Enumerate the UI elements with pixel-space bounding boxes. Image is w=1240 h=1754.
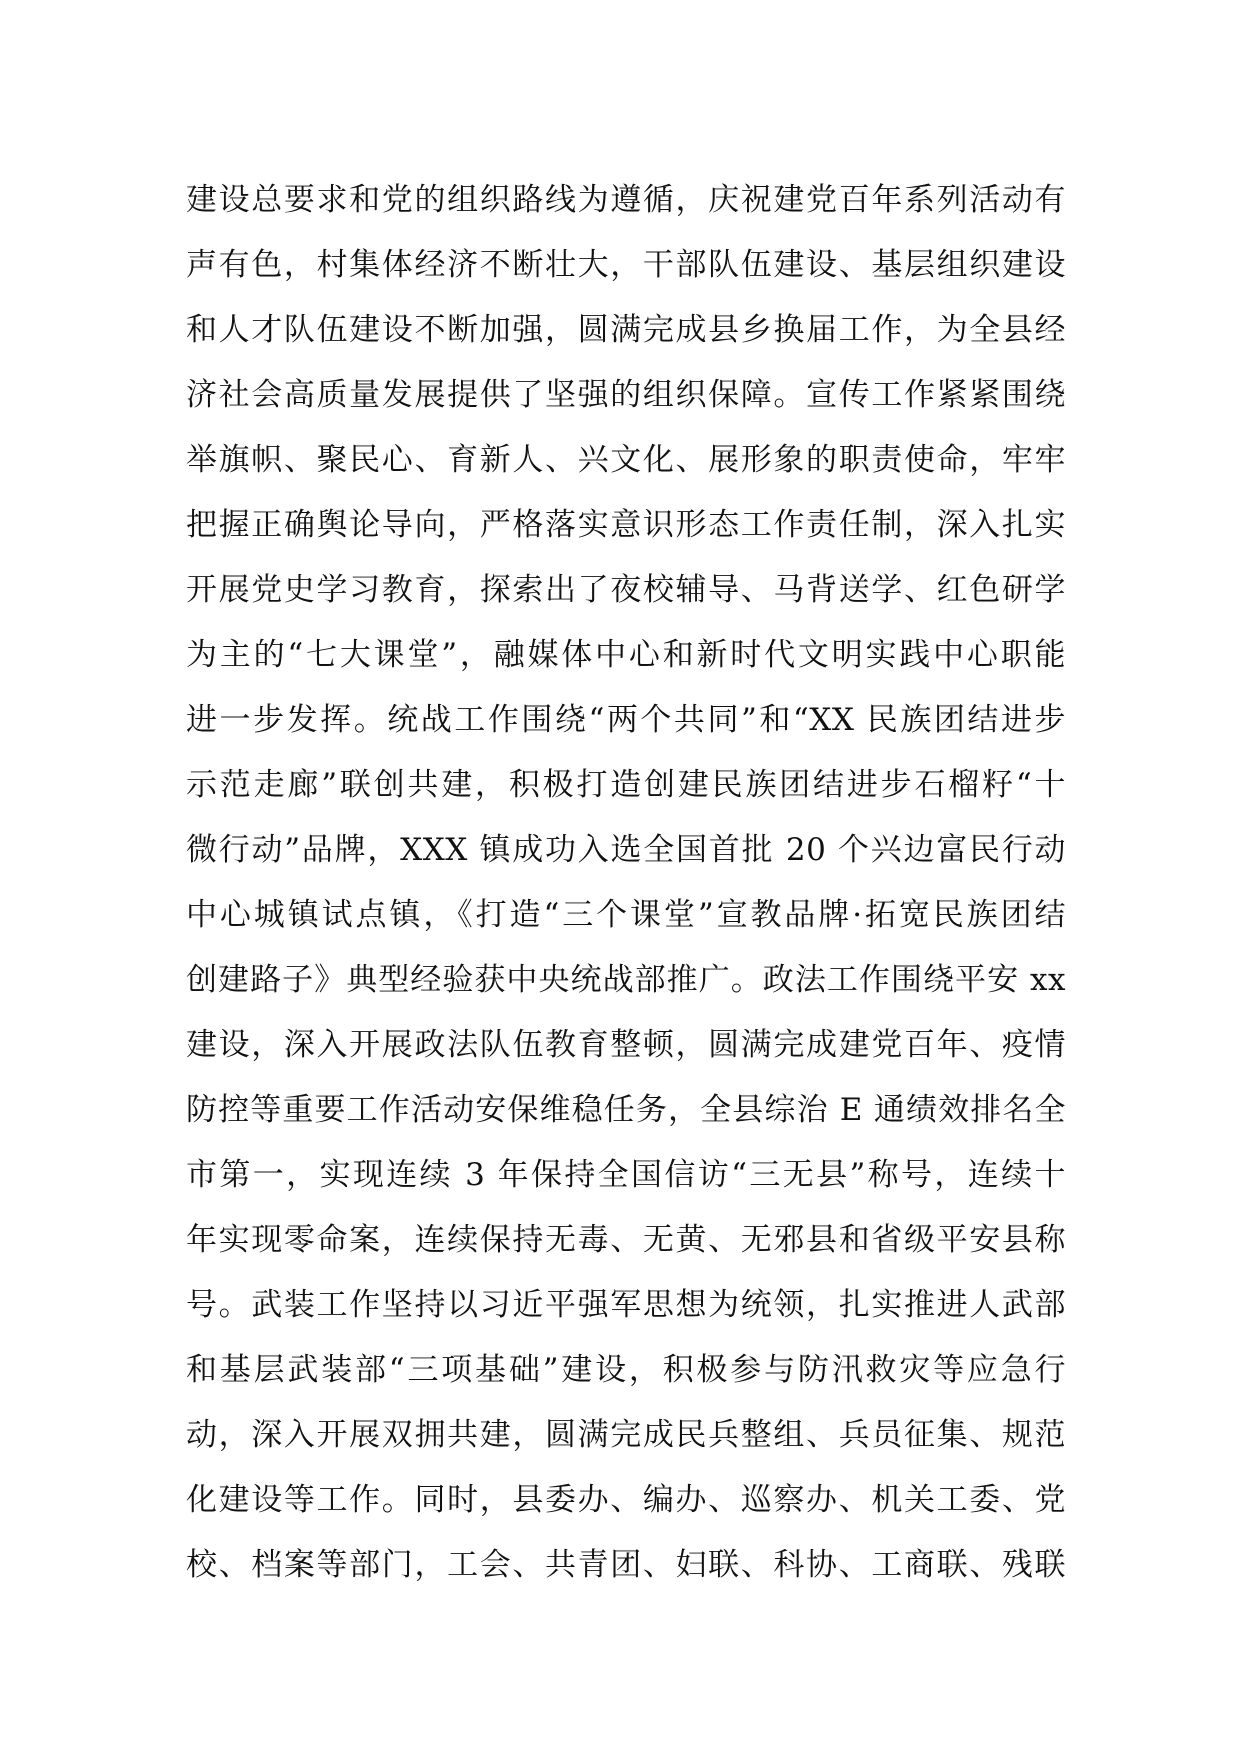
text-line: 把握正确舆论导向，严格落实意识形态工作责任制，深入扎实 <box>186 507 1066 543</box>
text-line: 开展党史学习教育，探索出了夜校辅导、马背送学、红色研学 <box>186 572 1066 608</box>
text-line: 示范走廊”联创共建，积极打造创建民族团结进步石榴籽“十 <box>186 767 1066 803</box>
text-line: 和基层武装部“三项基础”建设，积极参与防汛救灾等应急行 <box>186 1352 1066 1388</box>
text-line: 号。武装工作坚持以习近平强军思想为统领，扎实推进人武部 <box>186 1287 1066 1323</box>
text-line: 化建设等工作。同时，县委办、编办、巡察办、机关工委、党 <box>186 1482 1066 1518</box>
text-line: 进一步发挥。统战工作围绕“两个共同”和“XX 民族团结进步 <box>186 702 1066 738</box>
text-line: 声有色，村集体经济不断壮大，干部队伍建设、基层组织建设 <box>186 247 1066 283</box>
text-line: 动，深入开展双拥共建，圆满完成民兵整组、兵员征集、规范 <box>186 1417 1066 1453</box>
text-line: 济社会高质量发展提供了坚强的组织保障。宣传工作紧紧围绕 <box>186 377 1066 413</box>
text-line: 和人才队伍建设不断加强，圆满完成县乡换届工作，为全县经 <box>186 312 1066 348</box>
body-text <box>186 168 1066 1598</box>
text-line: 防控等重要工作活动安保维稳任务，全县综治 E 通绩效排名全 <box>186 1092 1066 1128</box>
text-line: 为主的“七大课堂”，融媒体中心和新时代文明实践中心职能 <box>186 637 1066 673</box>
text-line: 年实现零命案，连续保持无毒、无黄、无邪县和省级平安县称 <box>186 1222 1066 1258</box>
text-line: 中心城镇试点镇，《打造“三个课堂”宣教品牌·拓宽民族团结 <box>186 897 1066 933</box>
text-line: 市第一，实现连续 3 年保持全国信访“三无县”称号，连续十 <box>186 1157 1066 1193</box>
text-line: 举旗帜、聚民心、育新人、兴文化、展形象的职责使命，牢牢 <box>186 442 1066 478</box>
text-line: 建设总要求和党的组织路线为遵循，庆祝建党百年系列活动有 <box>186 182 1066 218</box>
text-line: 校、档案等部门，工会、共青团、妇联、科协、工商联、残联 <box>186 1547 1066 1583</box>
text-line: 创建路子》典型经验获中央统战部推广。政法工作围绕平安 xx <box>186 962 1066 998</box>
text-line: 建设，深入开展政法队伍教育整顿，圆满完成建党百年、疫情 <box>186 1027 1066 1063</box>
text-line: 微行动”品牌，XXX 镇成功入选全国首批 20 个兴边富民行动 <box>186 832 1066 868</box>
